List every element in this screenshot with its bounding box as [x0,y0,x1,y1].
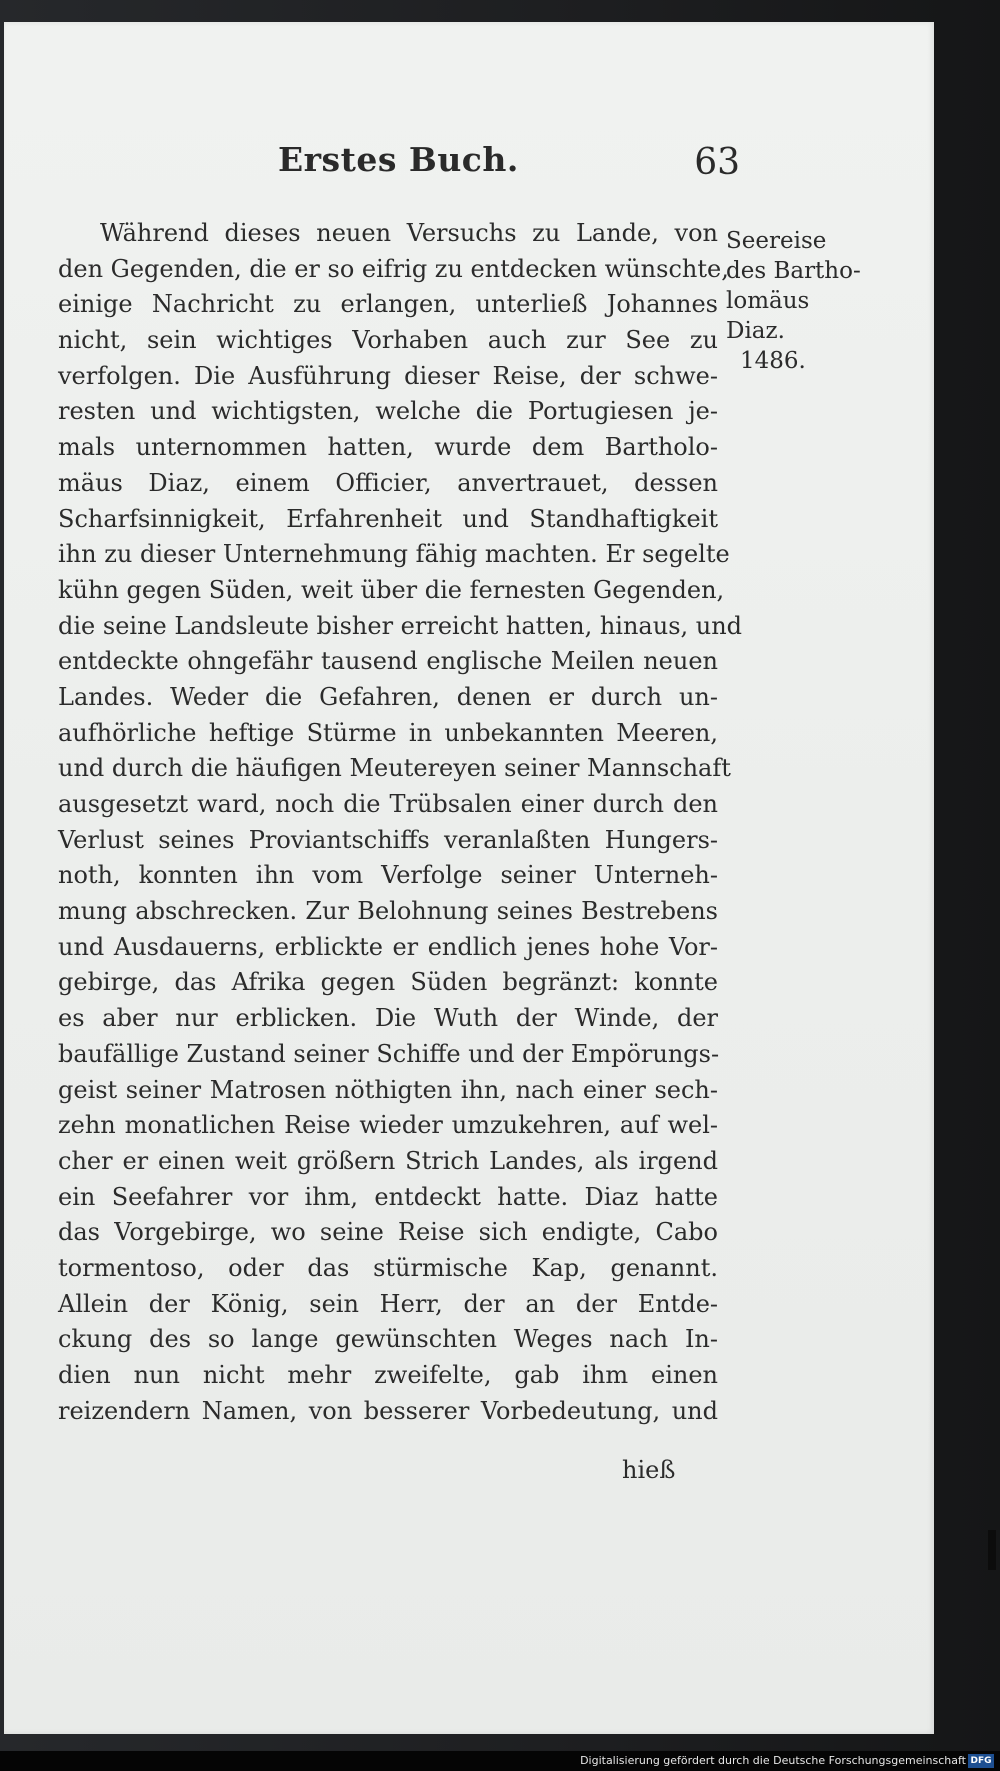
text-line: nicht, sein wichtiges Vorhaben auch zur See zu [58,326,718,355]
text-line: cher er einen weit größern Strich Landes, als irgend [58,1146,718,1175]
text-line: mals unternommen hatten, wurde dem Bartholo- [58,433,718,462]
text-line: und durch die häufigen Meutereyen seiner Mannschaft [58,754,731,783]
text-line: noth, konnten ihn vom Verfolge seiner Unterneh- [58,861,718,890]
marginal-note-line: des Bartho- [726,258,861,284]
text-line: ckung des so lange gewünschten Weges nach In- [58,1325,718,1354]
scan-edge-mark [988,1530,996,1570]
text-line: ein Seefahrer vor ihm, entdeckt hatte. Diaz hatte [58,1182,718,1211]
text-line: entdeckte ohngefähr tausend englische Meilen neuen [58,647,718,676]
text-line: es aber nur erblicken. Die Wuth der Winde, der [58,1004,718,1033]
text-line: gebirge, das Afrika gegen Süden begränzt: konnte [58,968,718,997]
text-line: den Gegenden, die er so eifrig zu entdecken wünschte, [58,254,729,283]
text-line: kühn gegen Süden, weit über die fernesten Gegenden, [58,575,725,604]
dfg-logo: DFG [968,1754,994,1768]
body-text [58,216,743,1429]
text-line: baufällige Zustand seiner Schiffe und der Empörungs- [58,1039,720,1068]
text-line: resten und wichtigsten, welche die Portugiesen je- [58,397,718,426]
text-line: Landes. Weder die Gefahren, denen er durch un- [58,682,718,711]
text-line: dien nun nicht mehr zweifelte, gab ihm einen [58,1361,718,1389]
text-line: verfolgen. Die Ausführung dieser Reise, der schwe- [58,361,718,390]
text-line: Während dieses neuen Versuchs zu Lande, von [100,219,718,247]
funding-credit: Digitalisierung gefördert durch die Deutsche Forschungsgemeinschaft [580,1754,966,1767]
marginal-note-line: Diaz. [726,318,785,344]
page-header [270,140,740,200]
marginal-note-line: Seereise [726,228,827,254]
running-head: Erstes Buch. [278,140,519,179]
text-line: und Ausdauerns, erblickte er endlich jenes hohe Vor- [58,932,718,961]
text-line: Verlust seines Proviantschiffs veranlaßten Hungers- [58,825,718,854]
page-number: 63 [694,142,740,183]
text-line: einige Nachricht zu erlangen, unterließ Johannes [58,290,718,319]
text-line: die seine Landsleute bisher erreicht hatten, hinaus, und [58,611,743,640]
text-line: mäus Diaz, einem Officier, anvertrauet, dessen [58,468,718,497]
text-line: Scharfsinnigkeit, Erfahrenheit und Standhaftigkeit [58,504,718,533]
text-line: mung abschrecken. Zur Belohnung seines Bestrebens [58,897,718,926]
text-line: zehn monatlichen Reise wieder umzukehren, auf wel- [58,1111,718,1140]
marginal-note [726,226,876,376]
marginal-note-line: lomäus [726,288,810,314]
text-line: reizendern Namen, von besserer Vorbedeutung, und [58,1396,718,1425]
text-line: geist seiner Matrosen nöthigten ihn, nach einer sech- [58,1075,718,1104]
catchword: hieß [622,1456,676,1484]
text-line: ihn zu dieser Unternehmung fähig machten. Er segelte [58,540,730,569]
text-line: Allein der König, sein Herr, der an der Entde- [58,1289,718,1318]
text-line: das Vorgebirge, wo seine Reise sich endigte, Cabo [58,1218,718,1247]
text-line: aufhörliche heftige Stürme in unbekannten Meeren, [58,718,718,747]
text-line: ausgesetzt ward, noch die Trübsalen einer durch den [58,790,718,818]
text-line: tormentoso, oder das stürmische Kap, genannt. [58,1253,718,1282]
marginal-note-line: 1486. [740,348,806,374]
